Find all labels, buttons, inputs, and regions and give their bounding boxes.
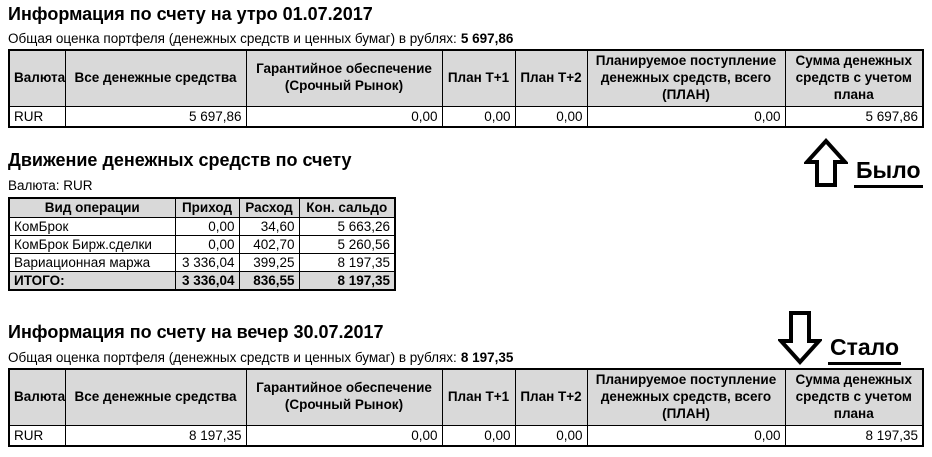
became-annotation <box>778 310 901 365</box>
cell-expense: 402,70 <box>239 235 299 253</box>
cell-total-label: ИТОГО: <box>9 271 175 290</box>
evening-portfolio-line <box>8 350 513 365</box>
movement-currency-line: Валюта: RUR <box>8 178 93 193</box>
became-label: Стало <box>828 334 901 365</box>
morning-section-title: Информация по счету на утро 01.07.2017 <box>8 4 373 24</box>
was-label: Было <box>854 157 923 188</box>
was-annotation <box>804 138 923 188</box>
cell-planned-income: 0,00 <box>587 425 785 446</box>
header-cell-final-balance: Кон. сальдо <box>299 198 395 217</box>
header-cell-currency: Валюта <box>9 369 65 425</box>
cell-final-balance: 5 260,56 <box>299 235 395 253</box>
header-cell-all-funds: Все денежные средства <box>65 369 246 425</box>
down-block-arrow-icon <box>778 310 822 365</box>
cell-final-balance: 8 197,35 <box>299 253 395 271</box>
header-cell-plan-t2: План Т+2 <box>515 369 587 425</box>
header-cell-expense: Расход <box>239 198 299 217</box>
cell-expense: 34,60 <box>239 217 299 235</box>
movement-section-title: Движение денежных средств по счету <box>8 150 352 170</box>
table-header-row <box>9 369 923 425</box>
cell-income: 0,00 <box>175 217 239 235</box>
table-header-row <box>9 198 395 217</box>
header-cell-all-funds: Все денежные средства <box>65 50 246 106</box>
evening-section-title: Информация по счету на вечер 30.07.2017 <box>8 322 384 342</box>
cell-guarantee: 0,00 <box>246 425 442 446</box>
cell-planned-income: 0,00 <box>587 106 785 127</box>
cell-operation-type: КомБрок Бирж.сделки <box>9 235 175 253</box>
table-header-row <box>9 50 923 106</box>
cell-final-balance: 5 663,26 <box>299 217 395 235</box>
header-cell-planned-income: Планируемое поступление денежных средств, всего (ПЛАН) <box>587 50 785 106</box>
cell-currency: RUR <box>9 425 65 446</box>
header-cell-currency: Валюта <box>9 50 65 106</box>
cell-total-income: 3 336,04 <box>175 271 239 290</box>
morning-portfolio-label: Общая оценка портфеля (денежных средств и ценных бумаг) в рублях: <box>8 31 457 46</box>
table-total-row <box>9 271 395 290</box>
header-cell-plan-t1: План Т+1 <box>442 369 515 425</box>
cell-plan-t1: 0,00 <box>442 106 515 127</box>
cell-funds-with-plan: 5 697,86 <box>785 106 923 127</box>
evening-account-table <box>8 368 924 447</box>
cell-plan-t2: 0,00 <box>515 106 587 127</box>
header-cell-income: Приход <box>175 198 239 217</box>
header-cell-funds-with-plan: Сумма денежных средств с учетом плана <box>785 50 923 106</box>
morning-portfolio-line <box>8 31 513 46</box>
cell-all-funds: 5 697,86 <box>65 106 246 127</box>
morning-account-table <box>8 49 924 128</box>
header-cell-funds-with-plan: Сумма денежных средств с учетом плана <box>785 369 923 425</box>
cell-income: 3 336,04 <box>175 253 239 271</box>
cell-total-final-balance: 8 197,35 <box>299 271 395 290</box>
cell-all-funds: 8 197,35 <box>65 425 246 446</box>
evening-portfolio-value: 8 197,35 <box>460 350 514 365</box>
table-row <box>9 253 395 271</box>
header-cell-plan-t2: План Т+2 <box>515 50 587 106</box>
header-cell-guarantee: Гарантийное обеспечение (Срочный Рынок) <box>246 369 442 425</box>
evening-portfolio-label: Общая оценка портфеля (денежных средств и ценных бумаг) в рублях: <box>8 350 457 365</box>
cell-plan-t1: 0,00 <box>442 425 515 446</box>
table-row <box>9 235 395 253</box>
cell-operation-type: КомБрок <box>9 217 175 235</box>
header-cell-guarantee: Гарантийное обеспечение (Срочный Рынок) <box>246 50 442 106</box>
table-row <box>9 425 923 446</box>
morning-portfolio-value: 5 697,86 <box>460 31 514 46</box>
cell-plan-t2: 0,00 <box>515 425 587 446</box>
table-row <box>9 106 923 127</box>
cell-income: 0,00 <box>175 235 239 253</box>
up-block-arrow-icon <box>804 138 848 188</box>
cell-currency: RUR <box>9 106 65 127</box>
cell-guarantee: 0,00 <box>246 106 442 127</box>
table-row <box>9 217 395 235</box>
cell-total-expense: 836,55 <box>239 271 299 290</box>
cell-funds-with-plan: 8 197,35 <box>785 425 923 446</box>
movement-table <box>8 197 396 291</box>
header-cell-plan-t1: План Т+1 <box>442 50 515 106</box>
cell-operation-type: Вариационная маржа <box>9 253 175 271</box>
cell-expense: 399,25 <box>239 253 299 271</box>
header-cell-planned-income: Планируемое поступление денежных средств, всего (ПЛАН) <box>587 369 785 425</box>
header-cell-operation-type: Вид операции <box>9 198 175 217</box>
